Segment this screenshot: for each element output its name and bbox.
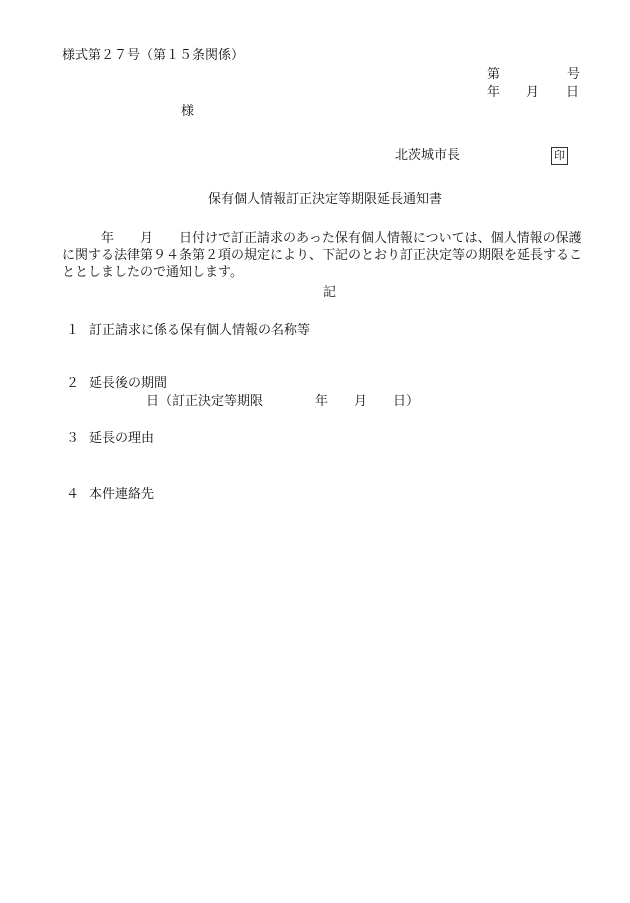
body-paragraph: 年 月 日付けで訂正請求のあった保有個人情報については、個人情報の保護に関する法律第９４条第２項の規定により、下記のとおり訂正決定等の期限を延長することとしましたので通知します。 — [62, 231, 583, 280]
addressee-suffix: 様 — [181, 104, 195, 119]
sender-name: 北茨城市長 — [395, 148, 461, 163]
date-year: 年 — [487, 85, 501, 100]
document-title: 保有個人情報訂正決定等期限延長通知書 — [208, 192, 443, 207]
item-label: 本件連絡先 — [89, 487, 155, 502]
seal-mark: 印 — [551, 147, 568, 165]
date-day: 日 — [566, 85, 580, 100]
item-number: ３ — [66, 431, 80, 446]
item-number: ４ — [66, 487, 80, 502]
date-month: 月 — [526, 85, 540, 100]
number-prefix: 第 — [487, 67, 501, 82]
item-number: １ — [66, 323, 80, 338]
item-label: 延長後の期間 — [89, 376, 168, 391]
ki-marker: 記 — [323, 285, 337, 300]
number-suffix: 号 — [567, 67, 581, 82]
item-label: 訂正請求に係る保有個人情報の名称等 — [89, 323, 311, 338]
item-detail: 日（訂正決定等期限 年 月 日） — [146, 394, 420, 409]
form-label: 様式第２７号（第１５条関係） — [62, 48, 245, 63]
item-number: ２ — [66, 376, 80, 391]
item-label: 延長の理由 — [89, 431, 155, 446]
